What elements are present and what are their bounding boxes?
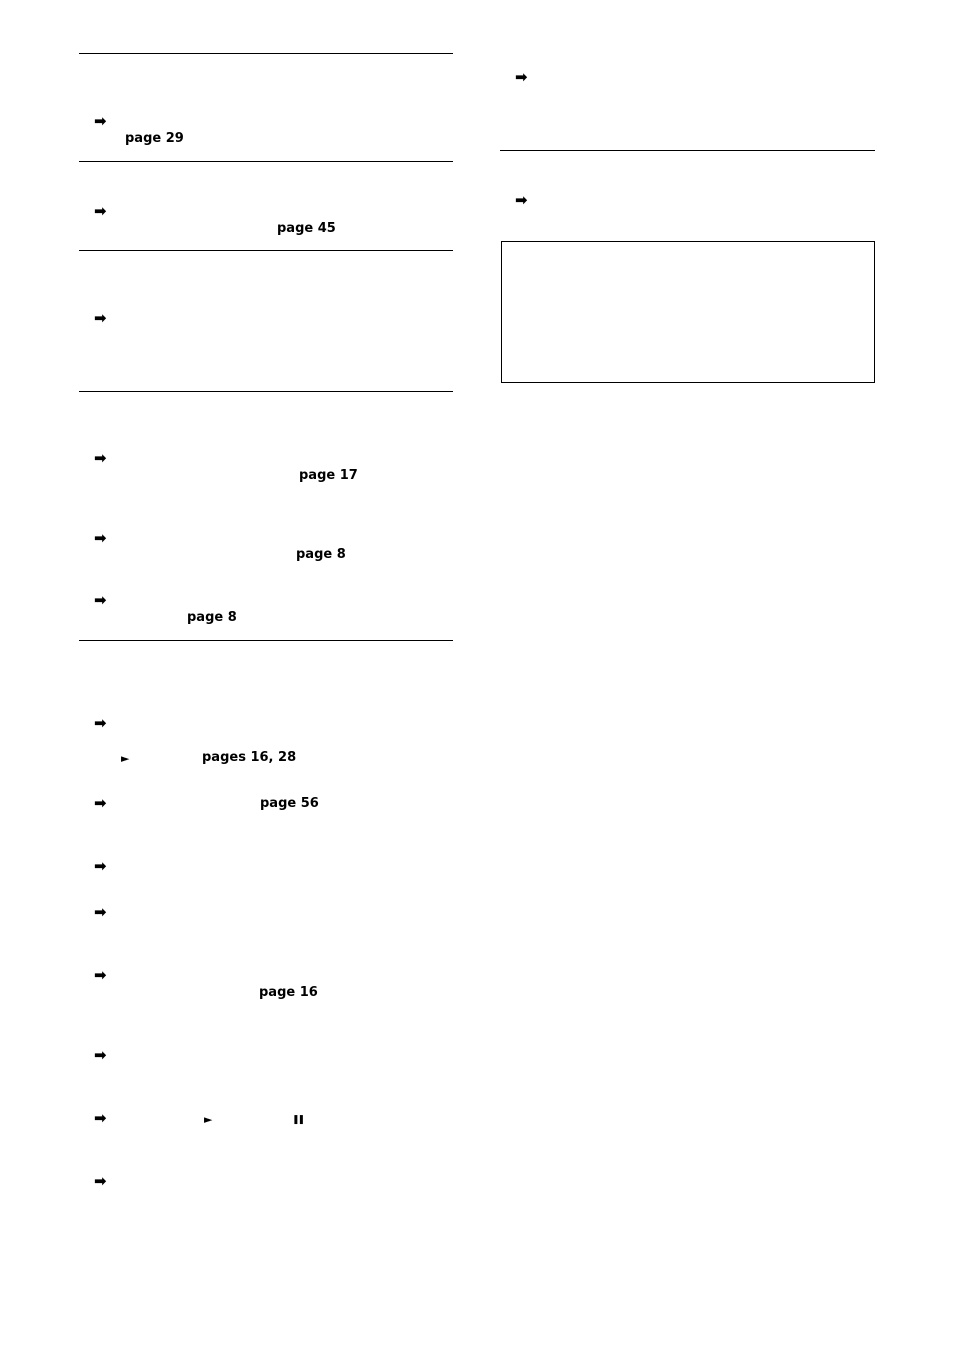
section-divider bbox=[79, 391, 453, 392]
arrow-icon: ➡ bbox=[94, 966, 107, 984]
arrow-icon: ➡ bbox=[94, 714, 107, 732]
section-divider bbox=[500, 150, 875, 151]
arrow-icon: ➡ bbox=[94, 1109, 107, 1127]
section-divider bbox=[79, 53, 453, 54]
page-reference: page 8 bbox=[296, 547, 346, 562]
page-reference: pages 16, 28 bbox=[202, 750, 297, 765]
arrow-icon: ➡ bbox=[94, 794, 107, 812]
pause-icon: ❚❚ bbox=[292, 1115, 304, 1125]
play-icon: ► bbox=[204, 1113, 213, 1126]
arrow-icon: ➡ bbox=[94, 903, 107, 921]
arrow-icon: ➡ bbox=[94, 112, 107, 130]
note-box bbox=[501, 241, 875, 383]
arrow-icon: ➡ bbox=[94, 529, 107, 547]
page-reference: page 16 bbox=[259, 985, 318, 1000]
arrow-icon: ➡ bbox=[94, 1172, 107, 1190]
arrow-icon: ➡ bbox=[515, 191, 528, 209]
arrow-icon: ➡ bbox=[94, 857, 107, 875]
arrow-icon: ➡ bbox=[94, 449, 107, 467]
arrow-icon: ➡ bbox=[94, 309, 107, 327]
arrow-icon: ➡ bbox=[94, 1046, 107, 1064]
page-reference: page 29 bbox=[125, 131, 184, 146]
page-reference: page 17 bbox=[299, 468, 358, 483]
arrow-icon: ➡ bbox=[515, 68, 528, 86]
page-reference: page 56 bbox=[260, 796, 319, 811]
arrow-icon: ➡ bbox=[94, 591, 107, 609]
section-divider bbox=[79, 640, 453, 641]
section-divider bbox=[79, 250, 453, 251]
play-icon: ► bbox=[121, 752, 130, 765]
section-divider bbox=[79, 161, 453, 162]
page-reference: page 8 bbox=[187, 610, 237, 625]
page-reference: page 45 bbox=[277, 221, 336, 236]
arrow-icon: ➡ bbox=[94, 202, 107, 220]
